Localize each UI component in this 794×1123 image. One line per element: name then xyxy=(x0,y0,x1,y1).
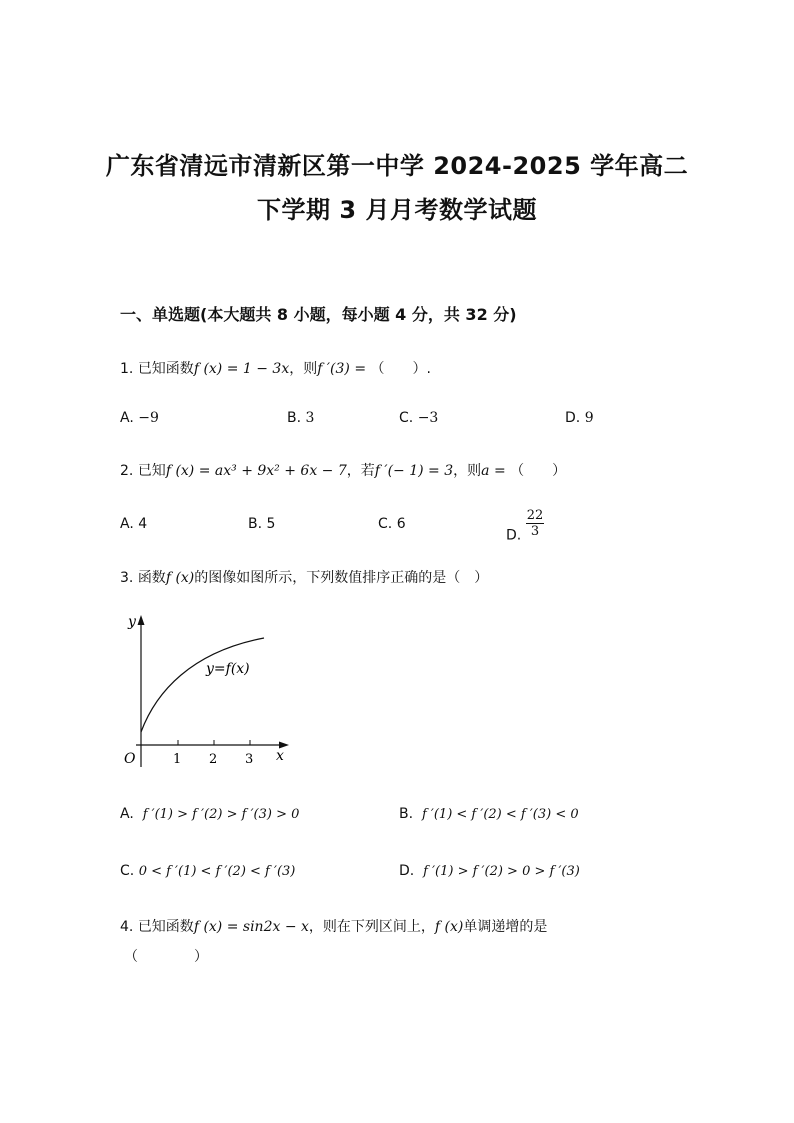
x-axis-label: x xyxy=(276,748,284,764)
q3-option-b: B. f ′(1) < f ′(2) < f ′(3) < 0 xyxy=(399,806,579,822)
page-title-line1: 广东省清远市清新区第一中学 2024-2025 学年高二 xyxy=(105,152,689,180)
tick-label: 3 xyxy=(245,752,254,767)
function-expression: f (x) = 1 − 3x xyxy=(193,361,290,377)
function-graph xyxy=(116,612,296,772)
q1-option-b: B. 3 xyxy=(287,410,315,426)
q3-option-a: A. f ′(1) > f ′(2) > f ′(3) > 0 xyxy=(120,806,300,822)
q1-option-d: D. 9 xyxy=(565,410,594,426)
q3-option-d: D. f ′(1) > f ′(2) > 0 > f ′(3) xyxy=(399,863,580,879)
question-text: 单调递增的是 xyxy=(463,919,548,935)
origin-label: O xyxy=(124,751,136,767)
answer-blank: （ ） xyxy=(510,463,567,479)
q2-option-a: A. 4 xyxy=(120,516,148,532)
question-text: 已知 xyxy=(137,463,166,479)
question-text: ，则在下列区间上， xyxy=(308,919,435,935)
variable-expression: a = xyxy=(481,463,506,479)
question-3 xyxy=(120,567,488,587)
page-title-line2: 下学期 3 月月考数学试题 xyxy=(257,196,537,224)
q1-option-c: C. −3 xyxy=(399,410,439,426)
q2-option-d: D. $\frac{22}{3}$ xyxy=(506,508,544,544)
tick-label: 1 xyxy=(173,752,182,767)
q1-option-a: A. −9 xyxy=(120,410,159,426)
question-1 xyxy=(120,358,431,378)
question-4 xyxy=(120,916,547,936)
question-text: 的图像如图所示，下列数值排序正确的是（ ） xyxy=(194,570,489,586)
q2-option-c: C. 6 xyxy=(378,516,406,532)
condition-expression: f ′(− 1) = 3 xyxy=(374,463,454,479)
answer-blank: （ ）. xyxy=(370,361,431,377)
function-curve xyxy=(141,638,264,732)
question-text: 已知函数 xyxy=(137,361,194,377)
question-text: ，若 xyxy=(346,463,375,479)
question-text: 函数 xyxy=(137,570,166,586)
function-expression: f (x) = sin2x − x xyxy=(193,919,309,935)
question-number: 2. xyxy=(120,463,134,479)
function-expression: f (x) xyxy=(165,570,195,586)
y-axis-arrow xyxy=(138,615,145,625)
question-number: 4. xyxy=(120,919,134,935)
question-text: ，则 xyxy=(453,463,482,479)
y-axis-label: y xyxy=(128,614,136,630)
answer-blank: （ ） xyxy=(124,949,208,965)
derivative-expression: f ′(3) = xyxy=(317,361,367,377)
question-text: 已知函数 xyxy=(137,919,194,935)
question-2 xyxy=(120,460,566,480)
section-heading: 一、单选题(本大题共 8 小题，每小题 4 分，共 32 分) xyxy=(120,305,517,324)
question-number: 1. xyxy=(120,361,134,377)
fraction: $\frac{22}{3}$ xyxy=(526,508,544,539)
function-expression: f (x) xyxy=(434,919,464,935)
function-expression: f (x) = ax³ + 9x² + 6x − 7 xyxy=(165,463,347,479)
question-number: 3. xyxy=(120,570,134,586)
curve-label: y=f(x) xyxy=(206,661,250,677)
q2-option-b: B. 5 xyxy=(248,516,276,532)
q3-option-c: C. 0 < f ′(1) < f ′(2) < f ′(3) xyxy=(120,863,296,879)
question-text: ，则 xyxy=(289,361,318,377)
tick-label: 2 xyxy=(209,752,218,767)
